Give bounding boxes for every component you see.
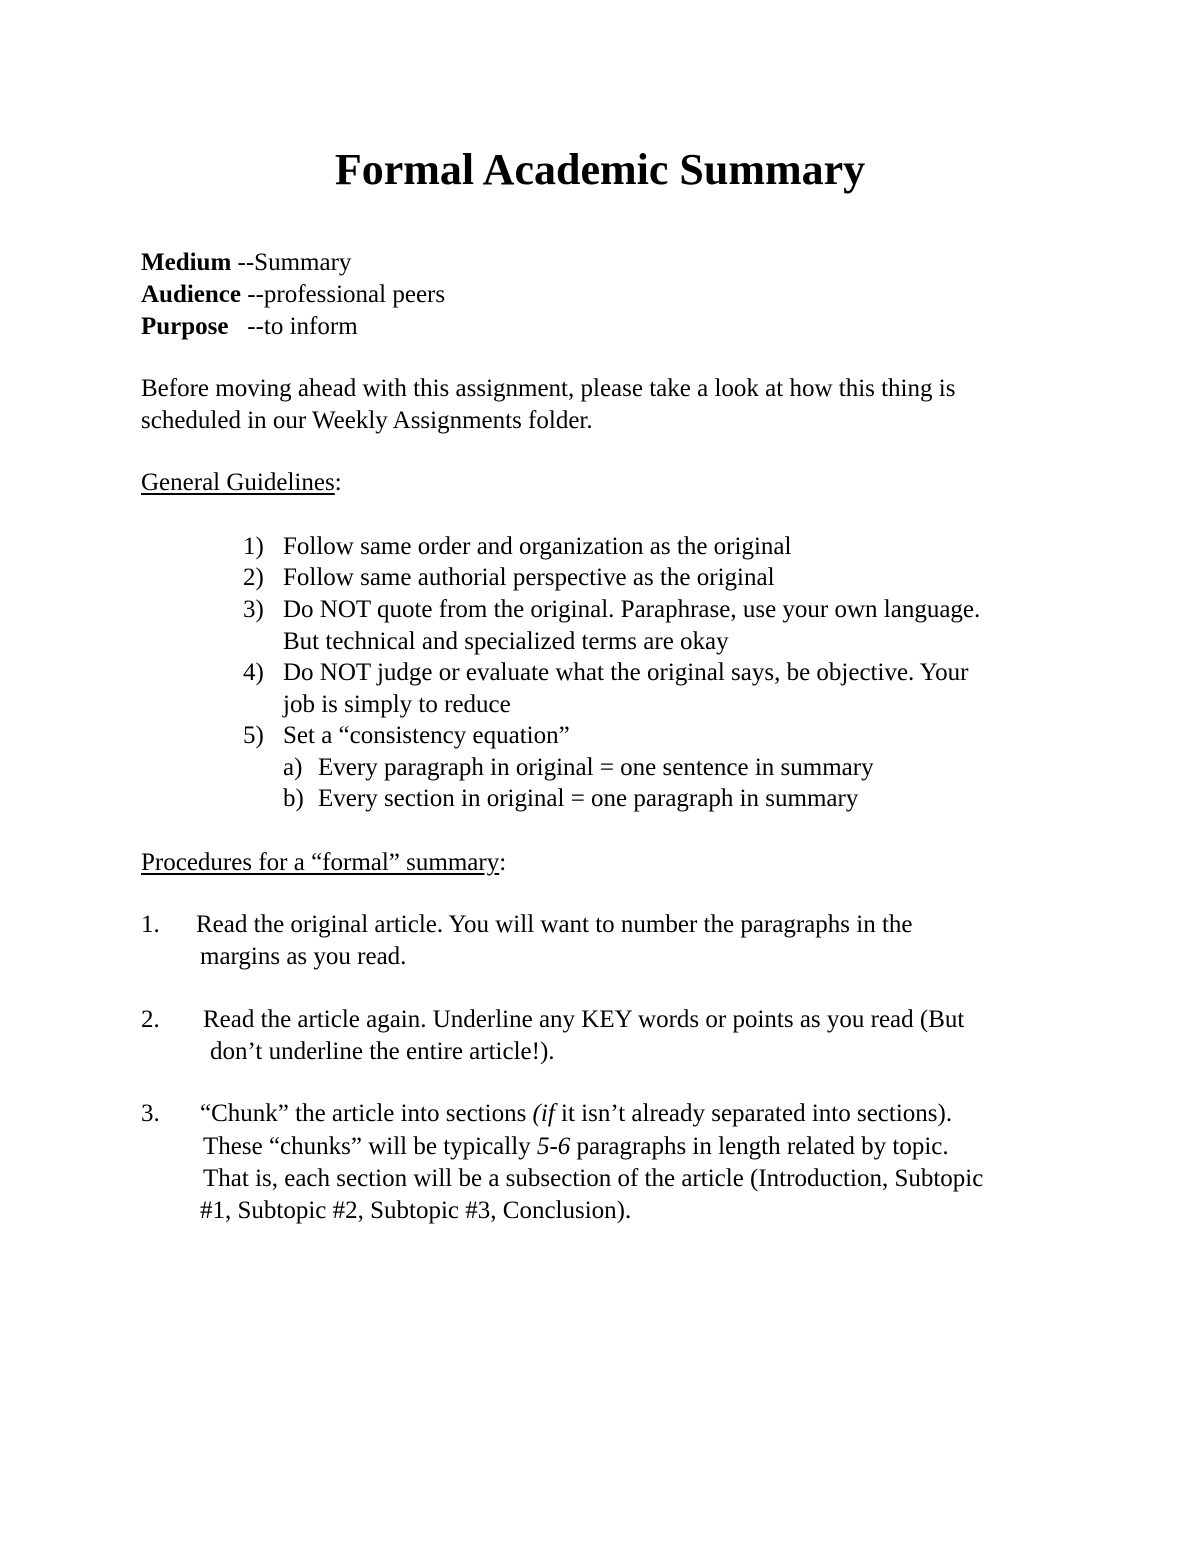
guideline-number: 3) xyxy=(243,596,264,623)
guideline-text: Set a “consistency equation” xyxy=(283,722,570,749)
guideline-text: Follow same order and organization as the original xyxy=(283,533,792,560)
audience-value: --professional peers xyxy=(241,281,446,308)
guideline-continuation: But technical and specialized terms are okay xyxy=(283,628,729,655)
procedure-step-text xyxy=(200,1098,952,1130)
subitem-letter: a) xyxy=(283,754,303,781)
guideline-continuation: job is simply to reduce xyxy=(283,691,511,718)
procedures-heading-colon: : xyxy=(499,849,507,876)
step3-text-a: These “chunks” will be typically xyxy=(203,1133,537,1160)
guideline-item xyxy=(243,562,775,594)
procedure-step-text: Read the article again. Underline any KEY words or points as you read (But xyxy=(203,1006,965,1033)
subitem-letter: b) xyxy=(283,785,304,812)
procedures-heading-text: Procedures for a “formal” summary xyxy=(141,849,500,876)
guideline-subitem xyxy=(283,783,858,815)
guidelines-heading-colon: : xyxy=(334,469,342,496)
guideline-text: Do NOT quote from the original. Paraphrase, use your own language. xyxy=(283,596,981,623)
guideline-number: 4) xyxy=(243,659,264,686)
procedure-step-number: 2. xyxy=(141,1006,160,1033)
medium-line xyxy=(141,247,351,279)
medium-value: --Summary xyxy=(231,249,352,276)
procedure-step-text: Read the original article. You will want to number the paragraphs in the xyxy=(196,911,913,938)
intro-line-1: Before moving ahead with this assignment, please take a look at how this thing is xyxy=(141,375,956,402)
procedure-step-text: #1, Subtopic #2, Subtopic #3, Conclusion). xyxy=(200,1197,632,1224)
audience-label: Audience xyxy=(141,281,241,308)
guideline-item xyxy=(243,531,791,563)
guideline-text: Follow same authorial perspective as the original xyxy=(283,564,775,591)
procedure-step-number: 3. xyxy=(141,1100,160,1127)
guidelines-heading xyxy=(141,467,342,499)
guideline-item xyxy=(243,657,969,689)
guideline-number: 1) xyxy=(243,533,264,560)
procedures-heading xyxy=(141,847,506,879)
purpose-line xyxy=(141,311,358,343)
purpose-value: --to inform xyxy=(228,313,358,340)
procedure-step-text: margins as you read. xyxy=(200,943,407,970)
step3-text-c: it isn’t already separated into sections). xyxy=(554,1100,953,1127)
guideline-number: 5) xyxy=(243,722,264,749)
guideline-number: 2) xyxy=(243,564,264,591)
purpose-label: Purpose xyxy=(141,313,229,340)
page-title: Formal Academic Summary xyxy=(334,145,866,194)
step3-text-a: “Chunk” the article into sections xyxy=(200,1100,533,1127)
procedure-step-text xyxy=(203,1131,949,1163)
guideline-text: Do NOT judge or evaluate what the original says, be objective. Your xyxy=(283,659,969,686)
procedure-step-text: That is, each section will be a subsection of the article (Introduction, Subtopic xyxy=(203,1165,984,1192)
subitem-text: Every paragraph in original = one sentence in summary xyxy=(318,754,874,781)
guidelines-heading-text: General Guidelines xyxy=(141,469,335,496)
subitem-text: Every section in original = one paragraph in summary xyxy=(318,785,859,812)
guideline-item xyxy=(243,594,980,626)
step3-text-italic: (if xyxy=(532,1100,555,1127)
medium-label: Medium xyxy=(141,249,232,276)
intro-line-2: scheduled in our Weekly Assignments folder. xyxy=(141,407,593,434)
guideline-subitem xyxy=(283,752,874,784)
step3-text-c: paragraphs in length related by topic. xyxy=(570,1133,949,1160)
procedure-step-number: 1. xyxy=(141,911,160,938)
audience-line xyxy=(141,279,445,311)
step3-text-italic: 5-6 xyxy=(536,1133,571,1160)
guideline-item xyxy=(243,720,570,752)
procedure-step-text: don’t underline the entire article!). xyxy=(210,1038,555,1065)
